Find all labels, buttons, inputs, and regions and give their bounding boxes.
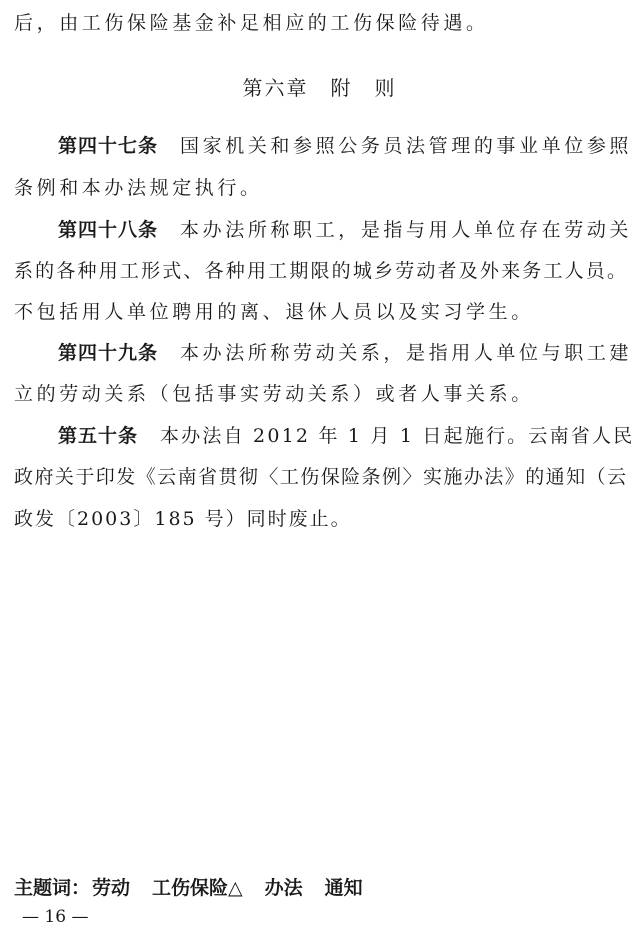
- keywords-line: [14, 875, 385, 901]
- article-47-text-1: 国家机关和参照公务员法管理的事业单位参照: [180, 135, 633, 157]
- article-48-heading: 第四十八条: [58, 219, 159, 241]
- article-49-text-1: 本办法所称劳动关系，是指用人单位与职工建: [180, 342, 633, 364]
- page-number: — 16 —: [22, 907, 89, 927]
- article-50-text-3: 政发〔2003〕185 号）同时废止。: [14, 508, 352, 530]
- article-49-heading: 第四十九条: [58, 342, 159, 364]
- article-48-line-1: [58, 217, 633, 243]
- article-47-line-1: [58, 133, 633, 159]
- article-49-line-1: [58, 340, 633, 366]
- continued-text-line: 后，由工伤保险基金补足相应的工伤保险待遇。: [14, 12, 489, 34]
- keyword-item: 劳动: [92, 877, 131, 899]
- article-48-text-3: 不包括用人单位聘用的离、退休人员以及实习学生。: [14, 301, 534, 323]
- article-47-text-2: 条例和本办法规定执行。: [14, 177, 263, 199]
- keyword-item: 工伤保险△: [152, 877, 243, 899]
- keyword-item: 通知: [324, 877, 363, 899]
- article-50-text-2: 政府关于印发《云南省贯彻〈工伤保险条例〉实施办法》的通知（云: [14, 466, 626, 488]
- article-49-text-2: 立的劳动关系（包括事实劳动关系）或者人事关系。: [14, 383, 534, 405]
- chapter-title: 第六章 附 则: [242, 76, 397, 100]
- article-48-text-1: 本办法所称职工，是指与用人单位存在劳动关: [180, 219, 633, 241]
- article-47-heading: 第四十七条: [58, 135, 159, 157]
- article-48-text-2: 系的各种用工形式、各种用工期限的城乡劳动者及外来务工人员。: [14, 260, 626, 282]
- article-50-heading: 第五十条: [58, 425, 139, 447]
- keyword-item: 办法: [264, 877, 303, 899]
- article-50-line-1: [58, 423, 635, 449]
- keywords-label: 主题词：: [14, 877, 91, 899]
- article-50-text-1: 本办法自 2012 年 1 月 1 日起施行。云南省人民: [160, 425, 635, 447]
